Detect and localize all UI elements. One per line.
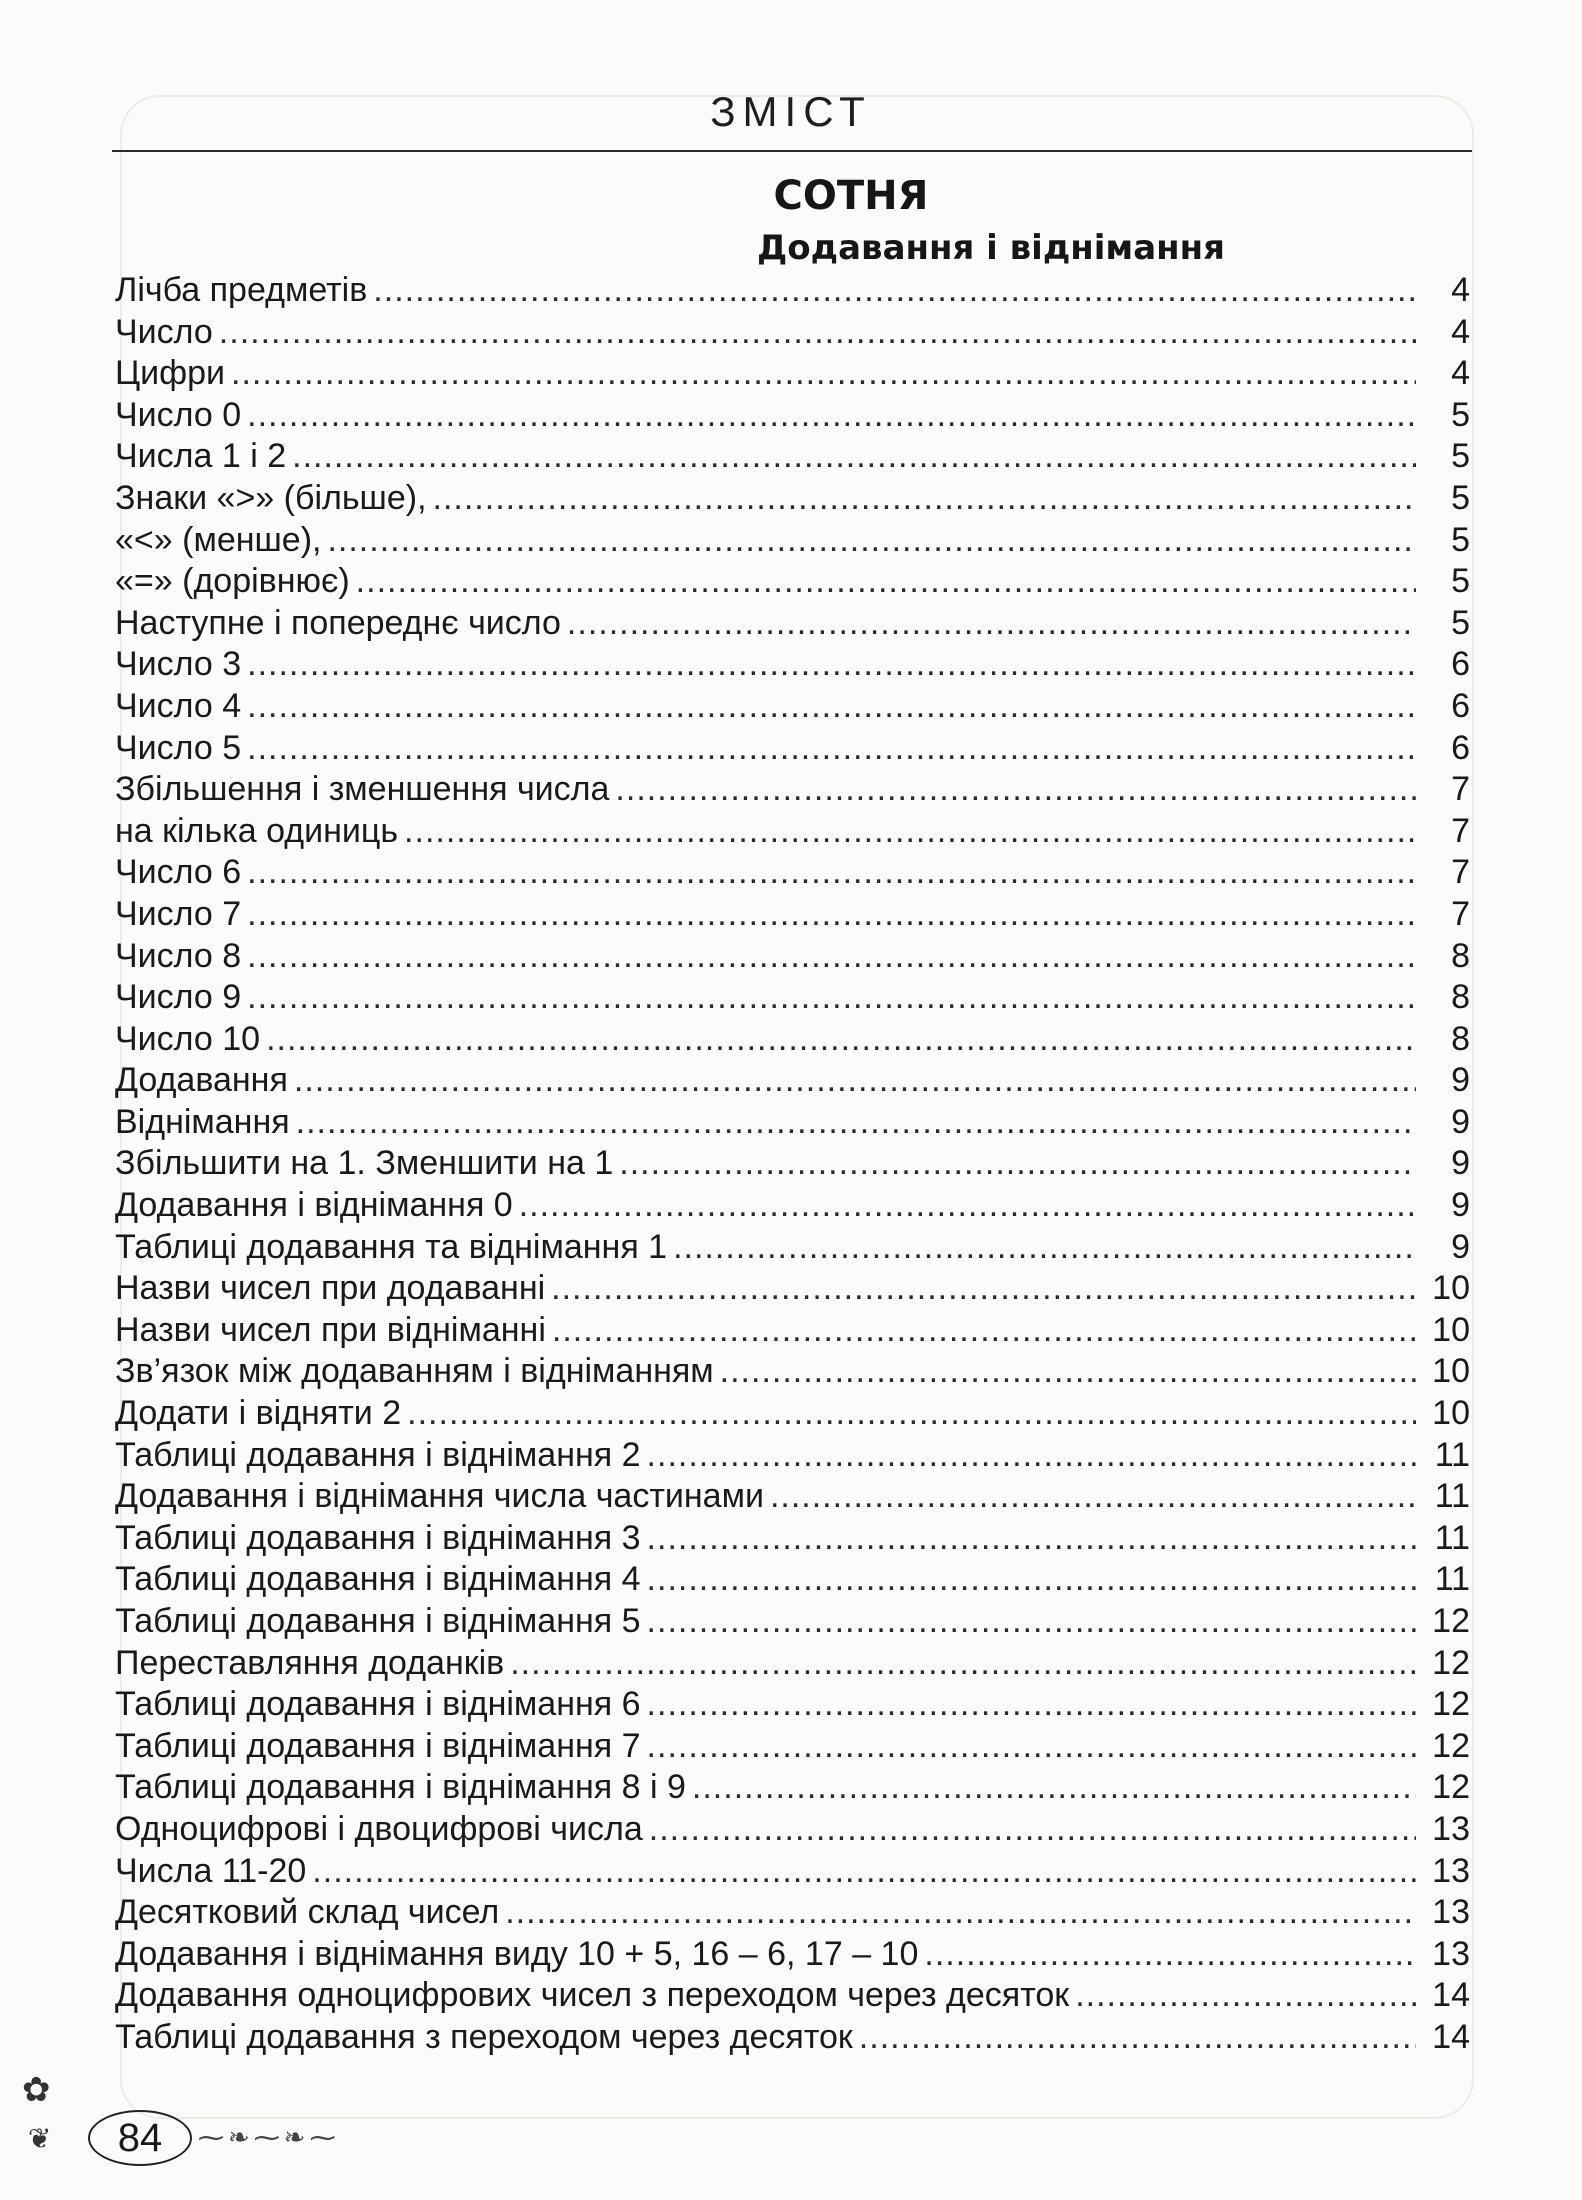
toc-dot-leader bbox=[647, 1726, 1416, 1768]
toc-dot-leader bbox=[327, 520, 1416, 562]
toc-dot-leader bbox=[551, 1268, 1416, 1310]
toc-dot-leader bbox=[247, 395, 1416, 437]
toc-entry-page: 13 bbox=[1432, 1851, 1470, 1890]
toc-entry-title: Числа 1 і 2 bbox=[115, 437, 287, 476]
toc-entry[interactable] bbox=[115, 353, 1470, 395]
toc-dot-leader bbox=[619, 1143, 1416, 1185]
toc-entry-page: 13 bbox=[1432, 1809, 1470, 1848]
toc-entry-page: 6 bbox=[1451, 645, 1470, 684]
toc-entry-title: Зв’язок між додаванням і відніманням bbox=[115, 1352, 714, 1391]
toc-entry[interactable] bbox=[115, 1767, 1470, 1809]
toc-dot-leader bbox=[247, 852, 1416, 894]
toc-entry-page: 5 bbox=[1451, 395, 1470, 434]
toc-dot-leader bbox=[266, 1019, 1416, 1061]
toc-entry[interactable] bbox=[115, 1143, 1470, 1185]
toc-dot-leader bbox=[567, 603, 1416, 645]
toc-entry[interactable] bbox=[115, 728, 1470, 770]
toc-entry-title: Таблиці додавання і віднімання 4 bbox=[115, 1560, 641, 1599]
toc-entry-title: Одноцифрові і двоцифрові числа bbox=[115, 1809, 643, 1848]
toc-entry-title: Додавання і віднімання числа частинами bbox=[115, 1477, 764, 1516]
toc-dot-leader bbox=[924, 1934, 1416, 1976]
toc-entry[interactable] bbox=[115, 1268, 1470, 1310]
toc-dot-leader bbox=[647, 1601, 1416, 1643]
toc-dot-leader bbox=[296, 1102, 1416, 1144]
toc-entry-page: 7 bbox=[1451, 811, 1470, 850]
toc-entry-page: 7 bbox=[1451, 894, 1470, 933]
toc-entry[interactable] bbox=[115, 1310, 1470, 1352]
toc-entry-page: 9 bbox=[1451, 1061, 1470, 1100]
toc-entry-page: 12 bbox=[1432, 1643, 1470, 1682]
toc-dot-leader bbox=[247, 936, 1416, 978]
toc-entry[interactable] bbox=[115, 852, 1470, 894]
toc-dot-leader bbox=[647, 1435, 1416, 1477]
toc-dot-leader bbox=[231, 353, 1416, 395]
toc-dot-leader bbox=[505, 1892, 1416, 1934]
toc-entry[interactable] bbox=[115, 270, 1470, 312]
toc-dot-leader bbox=[373, 270, 1416, 312]
toc-entry[interactable] bbox=[115, 1060, 1470, 1102]
toc-entry[interactable] bbox=[115, 686, 1470, 728]
toc-entry-title: Додавання і віднімання виду 10 + 5, 16 – 6, 17 – 10 bbox=[115, 1934, 919, 1973]
toc-entry-title: Переставляння доданків bbox=[115, 1643, 505, 1682]
toc-entry-page: 12 bbox=[1432, 1685, 1470, 1724]
toc-entry-title: Додавання і віднімання 0 bbox=[115, 1186, 513, 1225]
toc-entry[interactable] bbox=[115, 1102, 1470, 1144]
toc-entry-title: Віднімання bbox=[115, 1102, 290, 1141]
toc-dot-leader bbox=[247, 644, 1416, 686]
toc-dot-leader bbox=[859, 2017, 1416, 2059]
toc-entry-title: Числа 11-20 bbox=[115, 1851, 307, 1890]
toc-entry-title: Таблиці додавання і віднімання 2 bbox=[115, 1435, 641, 1474]
toc-entry-title: Число bbox=[115, 312, 213, 351]
toc-entry-title: «<» (менше), bbox=[115, 520, 322, 559]
toc-entry[interactable] bbox=[115, 1476, 1470, 1518]
toc-entry-page: 14 bbox=[1432, 1976, 1470, 2015]
toc-entry-page: 9 bbox=[1451, 1227, 1470, 1266]
toc-entry-page: 11 bbox=[1434, 1518, 1470, 1557]
toc-entry-page: 11 bbox=[1434, 1435, 1470, 1474]
toc-entry-page: 8 bbox=[1451, 1019, 1470, 1058]
toc-entry-title: Лічба предметів bbox=[115, 271, 368, 309]
toc-entry[interactable] bbox=[115, 395, 1470, 437]
toc-entry-title: Число 6 bbox=[115, 853, 242, 892]
toc-entry[interactable] bbox=[115, 644, 1470, 686]
toc-dot-leader bbox=[404, 811, 1416, 853]
toc-dot-leader bbox=[433, 478, 1416, 520]
toc-entry-title: Число 4 bbox=[115, 686, 242, 725]
toc-entry[interactable] bbox=[115, 769, 1470, 811]
toc-entry-page: 13 bbox=[1432, 1893, 1470, 1932]
toc-entry-title: Таблиці додавання і віднімання 3 bbox=[115, 1518, 641, 1557]
toc-entry-title: Додавання одноцифрових чисел з переходом через десяток bbox=[115, 1976, 1070, 2015]
toc-entry[interactable] bbox=[115, 977, 1470, 1019]
toc-entry-page: 9 bbox=[1451, 1144, 1470, 1183]
toc-entry[interactable] bbox=[115, 603, 1470, 645]
toc-dot-leader bbox=[312, 1851, 1416, 1893]
toc-entry-title: Число 9 bbox=[115, 978, 242, 1017]
toc-entry-page: 12 bbox=[1432, 1768, 1470, 1807]
toc-dot-leader bbox=[647, 1684, 1416, 1726]
toc-entry[interactable] bbox=[115, 1684, 1470, 1726]
toc-entry[interactable] bbox=[115, 1351, 1470, 1393]
ornament-icon: ⁓❧⁓❧⁓ bbox=[198, 2122, 340, 2152]
toc-entry[interactable] bbox=[115, 1851, 1470, 1893]
toc-dot-leader bbox=[247, 977, 1416, 1019]
toc-entry-page: 11 bbox=[1434, 1560, 1470, 1599]
toc-dot-leader bbox=[647, 1559, 1416, 1601]
toc-entry[interactable] bbox=[115, 811, 1470, 853]
toc-entry[interactable] bbox=[115, 1975, 1470, 2017]
toc-dot-leader bbox=[552, 1310, 1416, 1352]
toc-dot-leader bbox=[292, 436, 1416, 478]
toc-dot-leader bbox=[519, 1185, 1416, 1227]
subsection-title: Додавання і віднімання bbox=[757, 228, 1225, 268]
toc-entry-title: Число 5 bbox=[115, 728, 242, 767]
toc-entry-page: 8 bbox=[1451, 936, 1470, 975]
toc-entry-title: Таблиці додавання і віднімання 5 bbox=[115, 1602, 641, 1640]
toc-entry-page: 6 bbox=[1451, 686, 1470, 725]
section-title: СОТНЯ bbox=[773, 173, 929, 219]
toc-entry-page: 7 bbox=[1451, 770, 1470, 809]
toc-entry-page: 10 bbox=[1432, 1352, 1470, 1391]
toc-dot-leader bbox=[247, 894, 1416, 936]
toc-entry-title: Таблиці додавання і віднімання 8 і 9 bbox=[115, 1768, 686, 1807]
toc-entry-title: Збільшити на 1. Зменшити на 1 bbox=[115, 1144, 614, 1183]
toc-entry-page: 4 bbox=[1451, 312, 1470, 351]
toc-entry-page: 8 bbox=[1451, 978, 1470, 1017]
toc-entry-page: 5 bbox=[1451, 520, 1470, 559]
toc-entry[interactable] bbox=[115, 1393, 1470, 1435]
toc-entry-page: 4 bbox=[1451, 271, 1470, 309]
toc-entry[interactable] bbox=[115, 312, 1470, 354]
toc-entry[interactable] bbox=[115, 1601, 1470, 1643]
toc-entry-page: 11 bbox=[1434, 1477, 1470, 1516]
toc-entry-page: 5 bbox=[1451, 478, 1470, 517]
toc-entry-title: Число 3 bbox=[115, 645, 242, 684]
toc-entry-page: 9 bbox=[1451, 1186, 1470, 1225]
toc-dot-leader bbox=[247, 686, 1416, 728]
toc-entry-title: «=» (дорівнює) bbox=[115, 562, 350, 601]
toc-entry[interactable] bbox=[115, 1643, 1470, 1685]
toc-entry-title: Назви чисел при відніманні bbox=[115, 1310, 546, 1349]
toc-entry-page: 10 bbox=[1432, 1310, 1470, 1349]
toc-entry-page: 5 bbox=[1451, 562, 1470, 601]
toc-entry-title: Назви чисел при додаванні bbox=[115, 1269, 546, 1308]
toc-entry-title: Число 7 bbox=[115, 894, 242, 933]
page-title: ЗМІСТ bbox=[710, 88, 872, 135]
table-of-contents bbox=[115, 270, 1470, 2059]
flower-icon: ✿ bbox=[22, 2071, 51, 2109]
toc-entry[interactable] bbox=[115, 1227, 1470, 1269]
toc-dot-leader bbox=[219, 312, 1416, 354]
toc-dot-leader bbox=[615, 769, 1416, 811]
toc-entry-title: Число 8 bbox=[115, 936, 242, 975]
toc-entry-page: 14 bbox=[1432, 2017, 1470, 2056]
toc-entry-title: Таблиці додавання з переходом через десяток bbox=[115, 2017, 853, 2056]
toc-entry-title: Таблиці додавання і віднімання 7 bbox=[115, 1726, 641, 1765]
toc-entry[interactable] bbox=[115, 1559, 1470, 1601]
toc-dot-leader bbox=[1075, 1975, 1416, 2017]
toc-dot-leader bbox=[510, 1643, 1416, 1685]
toc-entry[interactable] bbox=[115, 1892, 1470, 1934]
toc-entry-title: Додавання bbox=[115, 1061, 288, 1100]
page-footer bbox=[20, 2070, 400, 2180]
toc-entry-page: 12 bbox=[1432, 1726, 1470, 1765]
toc-dot-leader bbox=[673, 1227, 1416, 1269]
toc-entry-title: Додати і відняти 2 bbox=[115, 1394, 402, 1433]
toc-dot-leader bbox=[247, 728, 1416, 770]
toc-entry-page: 10 bbox=[1432, 1269, 1470, 1308]
toc-entry-title: Десятковий склад чисел bbox=[115, 1893, 500, 1932]
leaf-ornament-icon: ❦ bbox=[28, 2123, 52, 2154]
page-number: 84 bbox=[88, 2110, 192, 2166]
toc-entry[interactable] bbox=[115, 1809, 1470, 1851]
toc-dot-leader bbox=[649, 1809, 1416, 1851]
toc-entry-page: 5 bbox=[1451, 437, 1470, 476]
toc-entry-title: на кілька одиниць bbox=[115, 811, 399, 850]
toc-entry-title: Число 10 bbox=[115, 1019, 261, 1058]
toc-entry-page: 4 bbox=[1451, 354, 1470, 393]
toc-entry-page: 12 bbox=[1432, 1602, 1470, 1640]
toc-entry[interactable] bbox=[115, 936, 1470, 978]
toc-entry-page: 7 bbox=[1451, 853, 1470, 892]
toc-dot-leader bbox=[647, 1518, 1416, 1560]
toc-entry[interactable] bbox=[115, 1726, 1470, 1768]
toc-entry-title: Таблиці додавання та віднімання 1 bbox=[115, 1227, 668, 1266]
toc-entry-page: 13 bbox=[1432, 1934, 1470, 1973]
toc-entry-page: 5 bbox=[1451, 603, 1470, 642]
toc-entry[interactable] bbox=[115, 478, 1470, 520]
toc-entry[interactable] bbox=[115, 561, 1470, 603]
toc-entry[interactable] bbox=[115, 520, 1470, 562]
toc-entry[interactable] bbox=[115, 1518, 1470, 1560]
toc-entry-page: 9 bbox=[1451, 1102, 1470, 1141]
toc-entry[interactable] bbox=[115, 1019, 1470, 1061]
toc-entry[interactable] bbox=[115, 1934, 1470, 1976]
toc-dot-leader bbox=[294, 1060, 1416, 1102]
toc-entry-title: Число 0 bbox=[115, 395, 242, 434]
toc-entry[interactable] bbox=[115, 1435, 1470, 1477]
toc-entry-page: 6 bbox=[1451, 728, 1470, 767]
toc-entry-title: Таблиці додавання і віднімання 6 bbox=[115, 1685, 641, 1724]
title-underline bbox=[112, 150, 1472, 152]
toc-entry[interactable] bbox=[115, 1185, 1470, 1227]
toc-dot-leader bbox=[356, 561, 1416, 603]
toc-dot-leader bbox=[720, 1351, 1416, 1393]
toc-entry-title: Знаки «>» (більше), bbox=[115, 478, 427, 517]
toc-entry-title: Наступне і попереднє число bbox=[115, 603, 561, 642]
toc-dot-leader bbox=[692, 1767, 1416, 1809]
toc-entry[interactable] bbox=[115, 436, 1470, 478]
toc-dot-leader bbox=[770, 1476, 1416, 1518]
toc-entry-page: 10 bbox=[1432, 1394, 1470, 1433]
toc-entry-title: Збільшення і зменшення числа bbox=[115, 770, 610, 809]
toc-dot-leader bbox=[407, 1393, 1416, 1435]
toc-entry[interactable] bbox=[115, 894, 1470, 936]
toc-entry[interactable] bbox=[115, 2017, 1470, 2059]
toc-entry-title: Цифри bbox=[115, 354, 226, 393]
